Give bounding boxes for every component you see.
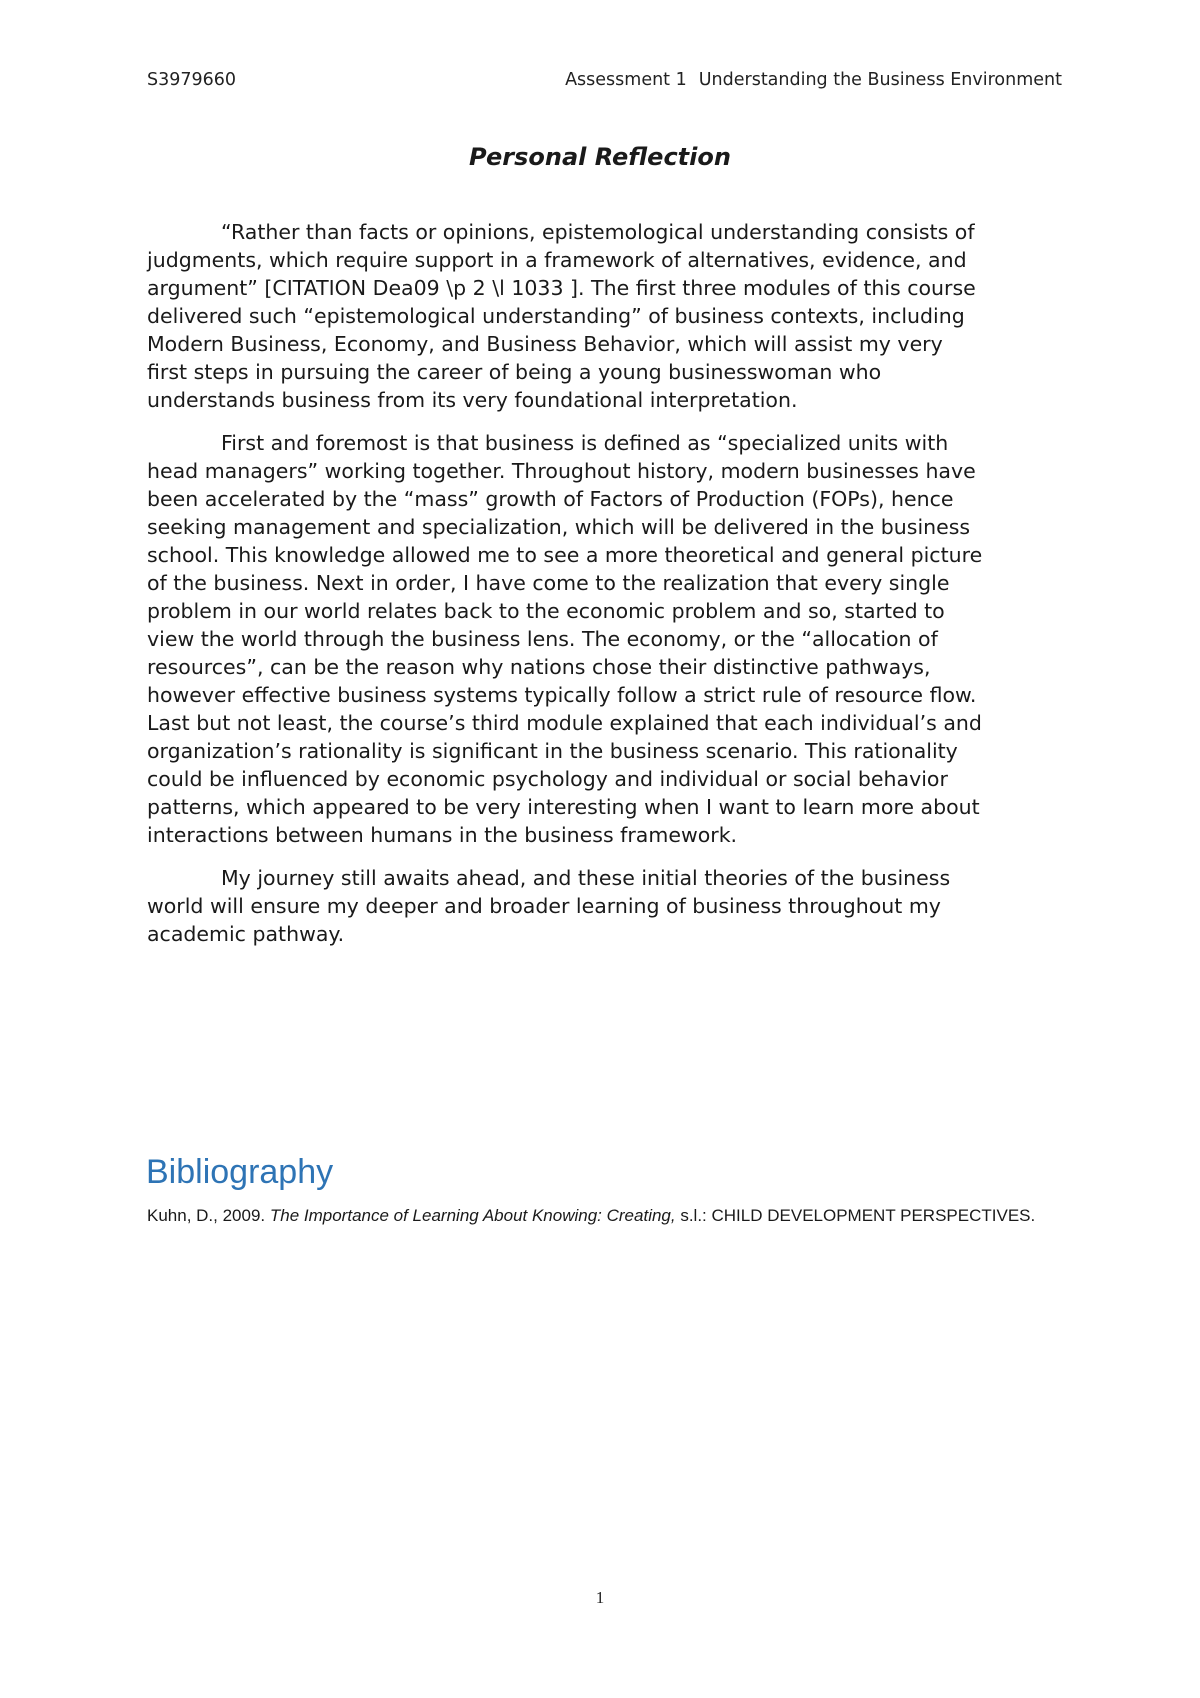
page-number: 1 [595,1588,605,1607]
paragraph-line: head managers” working together. Throughout history, modern businesses have [147,459,976,483]
paragraph-2 [147,429,1063,849]
paragraph-1 [147,218,1063,414]
paragraph-line: resources”, can be the reason why nations chose their distinctive pathways, [147,655,931,679]
paragraph-3 [147,864,1063,948]
paragraph-line: however effective business systems typically follow a strict rule of resource flow. [147,683,977,707]
header-assessment: Assessment 1 [565,70,687,90]
paragraph-line: of the business. Next in order, I have come to the realization that every single [147,571,950,595]
paragraph-line: academic pathway. [147,922,345,946]
paragraph-line: could be influenced by economic psychology and individual or social behavior [147,767,948,791]
paragraph-line: Modern Business, Economy, and Business Behavior, which will assist my very [147,332,943,356]
bib-title: The Importance of Learning About Knowing: Creating, [269,1206,676,1225]
paragraph-line: interactions between humans in the business framework. [147,823,738,847]
paragraph-line: view the world through the business lens. The economy, or the “allocation of [147,627,938,651]
paragraph-line: My journey still awaits ahead, and these initial theories of the business [221,866,951,890]
paragraph-line: been accelerated by the “mass” growth of Factors of Production (FOPs), hence [147,487,954,511]
paragraph-line: seeking management and specialization, which will be delivered in the business [147,515,971,539]
bib-publisher: s.l.: CHILD DEVELOPMENT PERSPECTIVES. [675,1206,1036,1225]
header-student-id: S3979660 [147,70,237,90]
bibliography-entry [147,1200,1067,1231]
paragraph-line: argument” [CITATION Dea09 \p 2 \l 1033 ]. The first three modules of this course [147,276,976,300]
paragraph-line: Last but not least, the course’s third module explained that each individual’s and [147,711,982,735]
paragraph-line: problem in our world relates back to the economic problem and so, started to [147,599,945,623]
paragraph-line: patterns, which appeared to be very interesting when I want to learn more about [147,795,980,819]
page-title: Personal Reflection [469,143,731,171]
header-course: Understanding the Business Environment [698,70,1062,90]
header-course-info [565,70,1062,90]
page-header [147,70,1062,94]
paragraph-line: first steps in pursuing the career of being a young businesswoman who [147,360,882,384]
paragraph-line: delivered such “epistemological understanding” of business contexts, including [147,304,965,328]
paragraph-line: First and foremost is that business is defined as “specialized units with [221,431,949,455]
paragraph-line: world will ensure my deeper and broader learning of business throughout my [147,894,941,918]
paragraph-line: “Rather than facts or opinions, epistemological understanding consists of [221,220,975,244]
bib-author-year: Kuhn, D., 2009. [147,1206,270,1225]
bibliography-heading: Bibliography [146,1153,334,1191]
paragraph-line: judgments, which require support in a framework of alternatives, evidence, and [147,248,967,272]
paragraph-line: school. This knowledge allowed me to see a more theoretical and general picture [147,543,983,567]
paragraph-line: organization’s rationality is significant in the business scenario. This rationality [147,739,958,763]
reflection-body [147,218,1063,963]
paragraph-line: understands business from its very foundational interpretation. [147,388,798,412]
